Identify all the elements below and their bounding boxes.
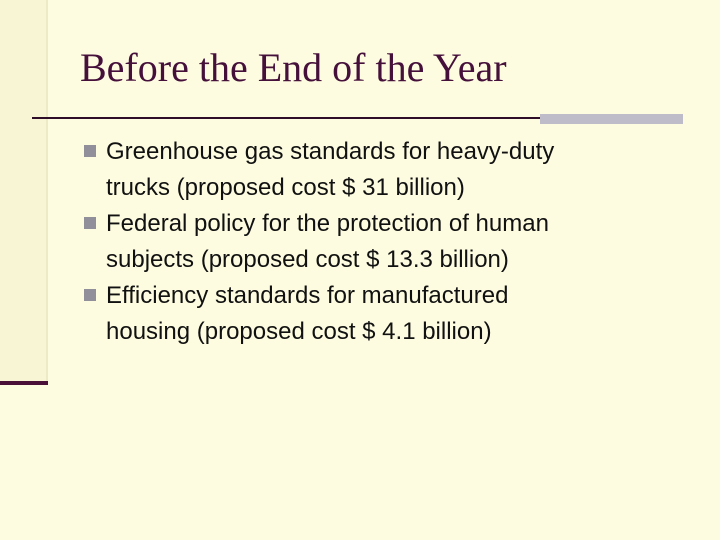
bullet-line: trucks (proposed cost $ 31 billion)	[106, 174, 465, 201]
title-divider-line	[32, 117, 542, 119]
bullet-item-heavy-duty-trucks	[84, 134, 684, 206]
bullet-line: subjects (proposed cost $ 13.3 billion)	[106, 246, 509, 273]
bullet-list	[84, 134, 684, 350]
square-bullet-icon	[84, 217, 96, 229]
bullet-line: Efficiency standards for manufactured	[106, 282, 509, 309]
bullet-line: housing (proposed cost $ 4.1 billion)	[106, 318, 492, 345]
square-bullet-icon	[84, 145, 96, 157]
left-band-end-bar	[0, 381, 48, 385]
bullet-line: Greenhouse gas standards for heavy-duty	[106, 138, 555, 165]
bullet-item-manufactured-housing	[84, 278, 684, 350]
title-divider-accent	[540, 114, 683, 124]
bullet-item-human-subjects	[84, 206, 684, 278]
slide-title: Before the End of the Year	[80, 45, 507, 90]
left-decorative-band	[0, 0, 48, 384]
bullet-line: Federal policy for the protection of human	[106, 210, 549, 237]
square-bullet-icon	[84, 289, 96, 301]
